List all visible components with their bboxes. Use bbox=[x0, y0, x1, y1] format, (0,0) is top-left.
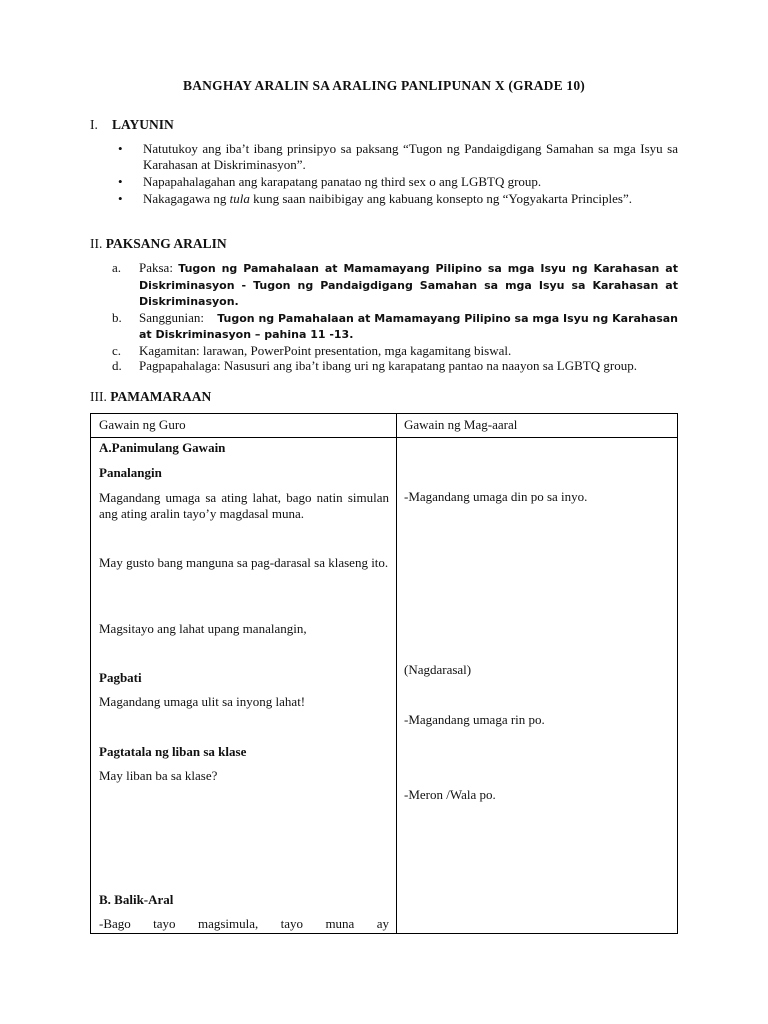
item-text: Kagamitan: larawan, PowerPoint presentation, mga kagamitang biswal. bbox=[139, 342, 512, 358]
subheading-pagbati: Pagbati bbox=[99, 670, 142, 685]
list-item bbox=[118, 174, 678, 190]
bullet-icon: • bbox=[118, 191, 123, 206]
column-divider bbox=[396, 414, 397, 933]
section-numeral: II. bbox=[90, 236, 103, 251]
section-title: LAYUNIN bbox=[112, 117, 174, 132]
procedure-table bbox=[90, 413, 678, 934]
section-title: PAKSANG ARALIN bbox=[105, 236, 227, 251]
list-item bbox=[112, 358, 678, 374]
section-numeral: III. bbox=[90, 389, 107, 404]
topic-list bbox=[112, 260, 678, 374]
document-title: BANGHAY ARALIN SA ARALING PANLIPUNAN X (GRADE 10) bbox=[183, 78, 585, 93]
teacher-line: May liban ba sa klase? bbox=[99, 768, 218, 783]
item-label: Paksa: bbox=[139, 260, 179, 275]
item-marker: a. bbox=[112, 260, 122, 275]
objective-text: Napapahalagahan ang karapatang panatao ng third sex o ang LGBTQ group. bbox=[143, 174, 542, 189]
student-line: -Meron /Wala po. bbox=[404, 787, 496, 802]
section-paksa-heading bbox=[90, 236, 227, 252]
subheading-balik-aral: B. Balik-Aral bbox=[99, 892, 174, 907]
list-item bbox=[112, 310, 678, 343]
bullet-icon: • bbox=[118, 174, 123, 189]
item-marker: d. bbox=[112, 358, 122, 373]
objective-text bbox=[143, 191, 632, 206]
table-header-student: Gawain ng Mag-aaral bbox=[404, 417, 518, 432]
teacher-line: Magandang umaga sa ating lahat, bago natin simulan ang ating aralin tayo’y magdasal muna. bbox=[99, 490, 389, 521]
table-header-teacher: Gawain ng Guro bbox=[99, 417, 186, 432]
teacher-line: Magsitayo ang lahat upang manalangin, bbox=[99, 621, 307, 636]
objective-text-part: Nakagagawa ng bbox=[143, 191, 230, 206]
teacher-line: May gusto bang manguna sa pag-darasal sa klaseng ito. bbox=[99, 555, 389, 570]
list-item bbox=[112, 260, 678, 310]
section-pamamaraan-heading bbox=[90, 389, 211, 405]
subheading-pagtatala: Pagtatala ng liban sa klase bbox=[99, 744, 247, 759]
student-line: (Nagdarasal) bbox=[404, 662, 472, 677]
item-text: Tugon ng Pamahalaan at Mamamayang Pilipino sa mga Isyu ng Karahasan at Diskriminasyon - Tugon ng Pandaigdigang Samahan sa mga Isyu sa Karahasan at Diskriminasyon. bbox=[139, 262, 678, 308]
objective-text: Natutukoy ang iba’t ibang prinsipyo sa paksang “Tugon ng Pandaigdigang Samahan sa mga Isyu sa Karahasan at Diskriminasyon”. bbox=[143, 141, 678, 172]
objective-italic-word: tula bbox=[229, 191, 250, 206]
list-item bbox=[112, 343, 678, 359]
header-divider bbox=[91, 437, 677, 438]
student-line: -Magandang umaga din po sa inyo. bbox=[404, 489, 588, 504]
item-label: Sanggunian: bbox=[139, 309, 218, 325]
student-line: -Magandang umaga rin po. bbox=[404, 712, 545, 727]
section-numeral: I. bbox=[90, 117, 98, 132]
list-item bbox=[118, 141, 678, 173]
teacher-line: -Bago tayo magsimula, tayo muna ay bbox=[99, 916, 389, 931]
item-text: Pagpapahalaga: Nasusuri ang iba’t ibang uri ng karapatang pantao na naayon sa LGBTQ group. bbox=[139, 358, 637, 373]
teacher-line: Magandang umaga ulit sa inyong lahat! bbox=[99, 694, 306, 709]
list-item bbox=[118, 191, 678, 207]
bullet-icon: • bbox=[118, 141, 123, 156]
section-layunin-heading bbox=[90, 117, 174, 133]
objectives-list bbox=[118, 141, 678, 208]
objective-text-part: kung saan naibibigay ang kabuang konsepto ng “Yogyakarta Principles”. bbox=[249, 191, 632, 206]
item-marker: b. bbox=[112, 309, 122, 325]
subheading-panimula: A.Panimulang Gawain bbox=[99, 440, 226, 455]
item-marker: c. bbox=[112, 342, 122, 358]
subheading-panalangin: Panalangin bbox=[99, 465, 162, 480]
section-title: PAMAMARAAN bbox=[110, 389, 212, 404]
item-text: Tugon ng Pamahalaan at Mamamayang Pilipino sa mga Isyu ng Karahasan at Diskriminasyon – pahina 11 -13. bbox=[139, 311, 678, 341]
